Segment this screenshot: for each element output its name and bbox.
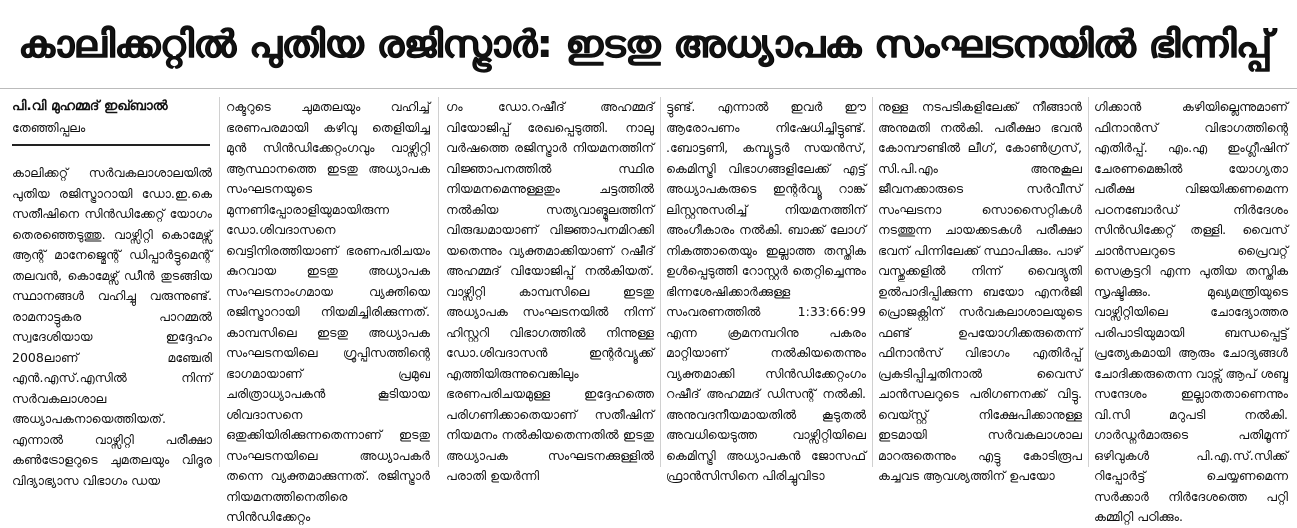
article-column-6: ഗിക്കാൻ കഴിയില്ലെന്നുമാണ് ഫിനാൻസ് വിഭാഗത്തിന്റെ എതിർപ്പ്. എം.എ ഇംഗ്ലീഷിന് ചേരണമെങ്കിൽ യോഗ്യതാ പരീക്ഷ വിജയിക്കണമെന്ന പഠനബോർഡ് നിർദേശം സിൻഡിക്കേറ്റ് തള്ളി. വൈസ് ചാൻസലറുടെ പ്രൈവറ്റ് സെക്രട്ടറി എന്ന പുതിയ തസ്തിക സൃഷ്ടിക്കും. മുഖ്യമന്ത്രിയുടെ വാഴ്സിറ്റിയിലെ ചോദ്യോത്തര പരിപാടിയുമായി ബന്ധപ്പെട്ട് പ്രത്യേകമായി ആരും ചോദ്യങ്ങൾ ചോദിക്കരുതെന്ന വാട്സ് ആപ് ശബ്ദ സന്ദേശം ഇല്ലാതതാണെന്നും വി.സി മറുപടി നൽകി. ഗാർഡ്നർമാരുടെ പതിമൂന്ന് ഒഴിവുകൾ പി.എ.സ്.സിക്ക് റിപ്പോർട്ട് ചെയ്യണമെന്ന സർക്കാർ നിർദേശത്തെ പറ്റി കമ്മിറ്റി പഠിക്കും. — [1094, 99, 1288, 524]
headline-bar — [0, 0, 1297, 89]
byline-divider — [12, 144, 210, 146]
column-divider — [660, 97, 661, 467]
headline: കാലിക്കറ്റിൽ പുതിയ രജിസ്ട്രാർ: ഇടതു അധ്യാപക സംഘടനയിൽ ഭിന്നിപ്പ് — [18, 22, 1272, 66]
column-divider — [1088, 97, 1089, 467]
article-column-3: ഗം ഡോ.റഷീദ് അഹമ്മദ് വിയോജിപ്പ് രേഖപ്പെടുത്തി. നാലു വർഷത്തെ രജിസ്ട്രാർ നിയമനത്തിന് വിജ്ഞാപനത്തിൽ സ്ഥിര നിയമനമെന്നുള്ളതും ചട്ടത്തിൽ നൽകിയ സത്യവാങ്മൂലത്തിന് വിരുദ്ധമായാണ് വിജ്ഞാപനമിറക്കി യതെന്നും വ്യക്തമാക്കിയാണ് റഷീദ് അഹമ്മദ് വിയോജിപ്പ് നൽകിയത്. വാഴ്സിറ്റി കാമ്പസിലെ ഇടതു അധ്യാപക സംഘടനയിൽ നിന്ന് ഹിസ്റ്ററി വിഭാഗത്തിൽ നിന്നുള്ള ഡോ.ശിവദാസൻ ഇന്റർവ്യൂക്ക് എത്തിയിരുന്നുവെങ്കിലും ഭരണപരിചയമുള്ള ഇദ്ദേഹത്തെ പരിഗണിക്കാതെയാണ് സതീഷിന് നിയമനം നൽകിയതെന്നതിൽ ഇടതു അധ്യാപക സംഘടനക്കുള്ളിൽ പരാതി ഉയർന്നി — [446, 99, 654, 483]
article-column-2: റക്ടറുടെ ചുമതലയും വഹിച്ച് ഭരണപരമായി കഴിവു തെളിയിച്ച മുൻ സിൻഡിക്കേറ്റംഗവും വാഴ്സിറ്റി ആസ്ഥാനത്തെ ഇടതു അധ്യാപക സംഘടനയുടെ മുന്നണിപ്പോരാളിയുമായിരുന്ന ഡോ.ശിവദാസനെ വെട്ടിനിരത്തിയാണ് ഭരണപരിചയം കുറവായ ഇടതു അധ്യാപക സംഘടനാംഗമായ വ്യക്തിയെ രജിസ്ട്രാറായി നിയമിച്ചിരിക്കുന്നത്. കാമ്പസിലെ ഇടതു അധ്യാപക സംഘടനയിലെ ഗ്രൂപ്പിസത്തിന്റെ ഭാഗമായാണ് പ്രമുഖ ചരിത്രാധ്യാപകൻ കൂടിയായ ശിവദാസനെ ഒതുക്കിയിരിക്കുന്നതെന്നാണ് ഇടതു സംഘടനയിലെ അധ്യാപകർ തന്നെ വ്യക്തമാക്കുന്നത്. രജിസ്ട്രാർ നിയമനത്തിനെതിരെ സിൻഡിക്കേറ്റം — [226, 99, 430, 524]
byline-author: പി.വി മുഹമ്മദ് ഇഖ്ബാൽ — [12, 98, 168, 114]
column-divider — [872, 97, 873, 467]
column-divider — [438, 97, 439, 467]
article-column-5: നുള്ള നടപടികളിലേക്ക് നീങ്ങാൻ അനുമതി നൽകി. പരീക്ഷാ ഭവൻ കോമ്പൗണ്ടിൽ ലീഗ്, കോൺഗ്രസ്, സി.പി.എം അനുകൂല ജീവനക്കാരുടെ സർവീസ് സംഘടനാ സൊസൈറ്റികൾ നടത്തുന്ന ചായക്കടകൾ പരീക്ഷാ ഭവന് പിന്നിലേക്ക് സ്ഥാപിക്കും. പാഴ് വസ്തുക്കളിൽ നിന്ന് വൈദ്യുതി ഉൽപാദിപ്പിക്കുന്ന ബയോ എനർജി പ്രൊജക്റ്റിന് സർവകലാശാലയുടെ ഫണ്ട് ഉപയോഗിക്കരുതെന്ന് ഫിനാൻസ് വിഭാഗം എതിർപ്പ് പ്രകടിപ്പിച്ചതിനാൽ വൈസ് ചാൻസലറുടെ പരിഗണനക്ക് വിട്ടു. വെയ്സ്റ്റ് നിക്ഷേപിക്കാനുള്ള ഇടമായി സർവകലാശാല മാറരുതെന്നും എട്ടു കോടിരൂപ കച്ചവട ആവശ്യത്തിന് ഉപയോ — [878, 99, 1082, 483]
article-column-4: ട്ടുണ്ട്. എന്നാൽ ഇവർ ഈ ആരോപണം നിഷേധിച്ചിട്ടുണ്ട്. .ബോട്ടണി, കമ്പ്യൂട്ടർ സയൻസ്, കെമിസ്ട്രി വിഭാഗങ്ങളിലേക്ക് എട്ട് അധ്യാപകരുടെ ഇന്റർവ്യൂ റാങ്ക് ലിസ്റ്റനുസരിച്ച് നിയമനത്തിന് അംഗീകാരം നൽകി. ബാക്ക് ലോഗ് നികത്താതെയും ഇല്ലാത്ത തസ്തിക ഉൾപ്പെടുത്തി റോസ്റ്റർ തെറ്റിച്ചെന്നും ഭിന്നശേഷിക്കാർക്കുള്ള സംവരണത്തിൽ 1:33:66:99 എന്ന ക്രമനമ്പറിനു പകരം മാറ്റിയാണ് നൽകിയതെന്നും വ്യക്തമാക്കി സിൻഡിക്കേറ്റംഗം റഷീദ് അഹമ്മദ് ഡിസന്റ് നൽകി. അനുവദനീയമായതിൽ കൂടുതൽ അവധിയെടുത്ത വാഴ്സിറ്റിയിലെ കെമിസ്ട്രി അധ്യാപകൻ ജോസഫ് ഫ്രാൻസിസിനെ പിരിച്ചുവിടാ — [666, 99, 866, 483]
byline-place: തേഞ്ഞിപ്പലം — [12, 120, 86, 135]
byline — [12, 96, 212, 138]
article-column-1: കാലിക്കറ്റ് സർവകലാശാലയിൽ പുതിയ രജിസ്ട്രാറായി ഡോ.ഇ.കെ സതീഷിനെ സിൻഡിക്കേറ്റ് യോഗം തെരഞ്ഞെടുത്തു. വാഴ്സിറ്റി കൊമേഴ്സ് ആന്റ് മാനേജ്മെന്റ് ഡിപ്പാർട്ടുമെന്റ് തലവൻ, കൊമേഴ്സ് ഡീൻ തുടങ്ങിയ സ്ഥാനങ്ങൾ വഹിച്ചു വരുന്നുണ്ട്. രാമനാട്ടുകര പാറമ്മൽ സ്വദേശിയായ ഇദ്ദേഹം 2008ലാണ് മഞ്ചേരി എൻ.എസ്.എസിൽ നിന്ന് സർവകലാശാല അധ്യാപകനായെത്തിയത്. എന്നാൽ വാഴ്സിറ്റി പരീക്ഷാ കൺട്രോളറുടെ ചുമതലയും വിദൂര വിദ്യാഭ്യാസ വിഭാഗം ഡയ — [12, 165, 212, 488]
column-divider — [219, 97, 220, 467]
